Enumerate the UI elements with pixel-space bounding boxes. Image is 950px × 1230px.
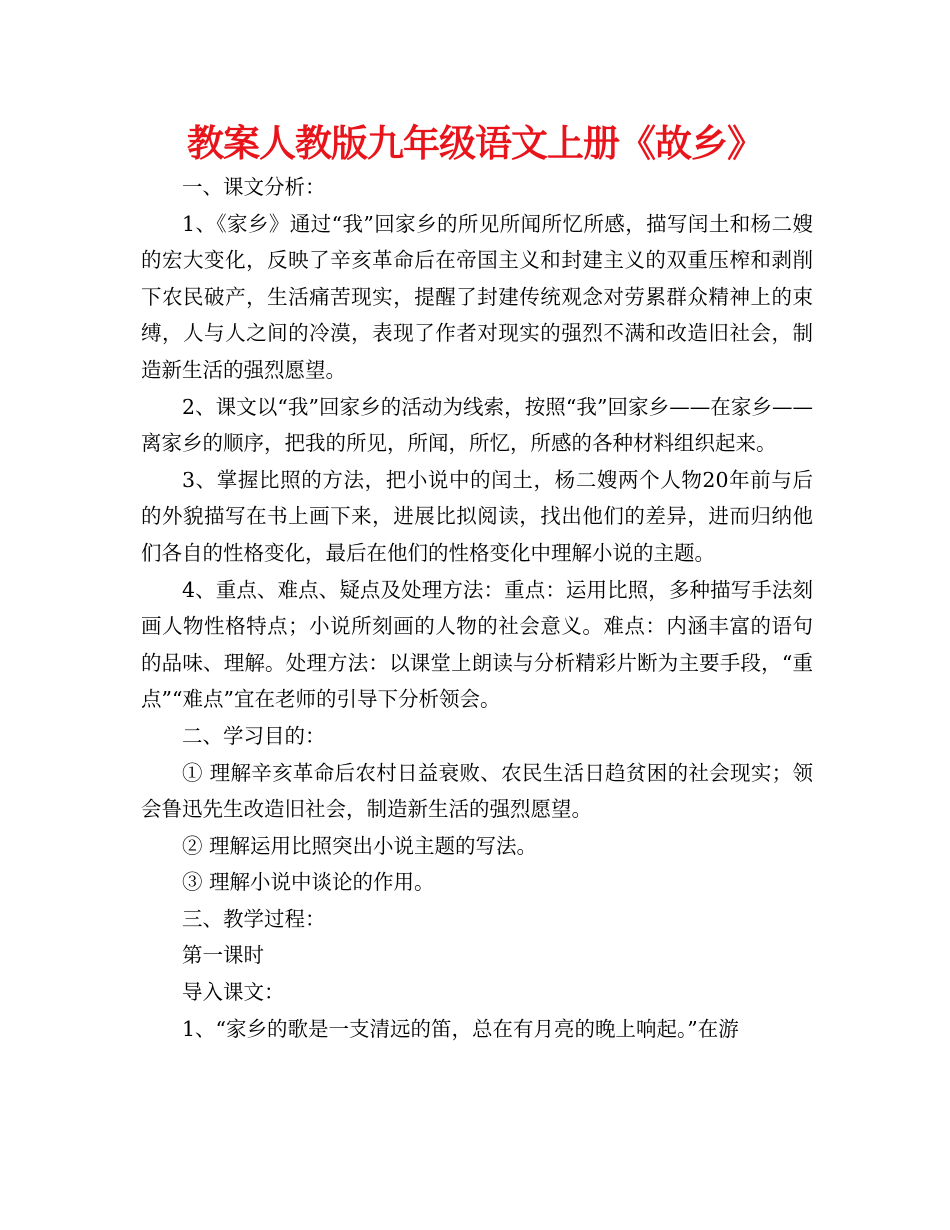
paragraph-analysis-1: 1、《家乡》通过“我”回家乡的所见所闻所忆所感，描写闰土和杨二嫂的宏大变化，反映了辛亥革命后在帝国主义和封建主义的双重压榨和剥削下农民破产，生活痛苦现实，提醒了封建传统观念对劳累群众精神上的束缚，人与人之间的冷漠，表现了作者对现实的强烈不满和改造旧社会，制造新生活的强烈愿望。: [141, 211, 813, 382]
paragraph-analysis-4: 4、重点、难点、疑点及处理方法：重点：运用比照，多种描写手法刻画人物性格特点；小说所刻画的人物的社会意义。难点：内涵丰富的语句的品味、理解。处理方法：以课堂上朗读与分析精彩片断为主要手段，“重点”“难点”宜在老师的引导下分析领会。: [141, 577, 813, 712]
paragraph-goal-2: ② 理解运用比照突出小说主题的写法。: [182, 833, 538, 858]
paragraph-section-2-heading: 二、学习目的：: [182, 723, 326, 748]
paragraph-goal-1: ① 理解辛亥革命后农村日益衰败、农民生活日趋贫困的社会现实；领会鲁迅先生改造旧社会，制造新生活的强烈愿望。: [141, 760, 813, 822]
paragraph-analysis-2: 2、课文以“我”回家乡的活动为线索，按照“我”回家乡——在家乡——离家乡的顺序，把我的所见，所闻，所忆，所感的各种材料组织起来。: [141, 394, 813, 456]
paragraph-intro-1: 1、“家乡的歌是一支清远的笛，总在有月亮的晚上响起。”在游: [182, 1016, 739, 1041]
document-body: [141, 169, 813, 1047]
paragraph-goal-3: ③ 理解小说中谈论的作用。: [182, 870, 435, 895]
paragraph-intro-heading: 导入课文：: [182, 980, 285, 1005]
paragraph-section-1-heading: 一、课文分析：: [182, 175, 326, 199]
paragraph-lesson-1: 第一课时: [182, 943, 264, 968]
document-title: 教案人教版九年级语文上册《故乡》: [187, 122, 763, 165]
paragraph-section-3-heading: 三、教学过程：: [182, 906, 326, 931]
paragraph-analysis-3: 3、掌握比照的方法，把小说中的闰土，杨二嫂两个人物20年前与后的外貌描写在书上画下来，进展比拟阅读，找出他们的差异，进而归纳他们各自的性格变化，最后在他们的性格变化中理解小说的主题。: [141, 467, 813, 565]
